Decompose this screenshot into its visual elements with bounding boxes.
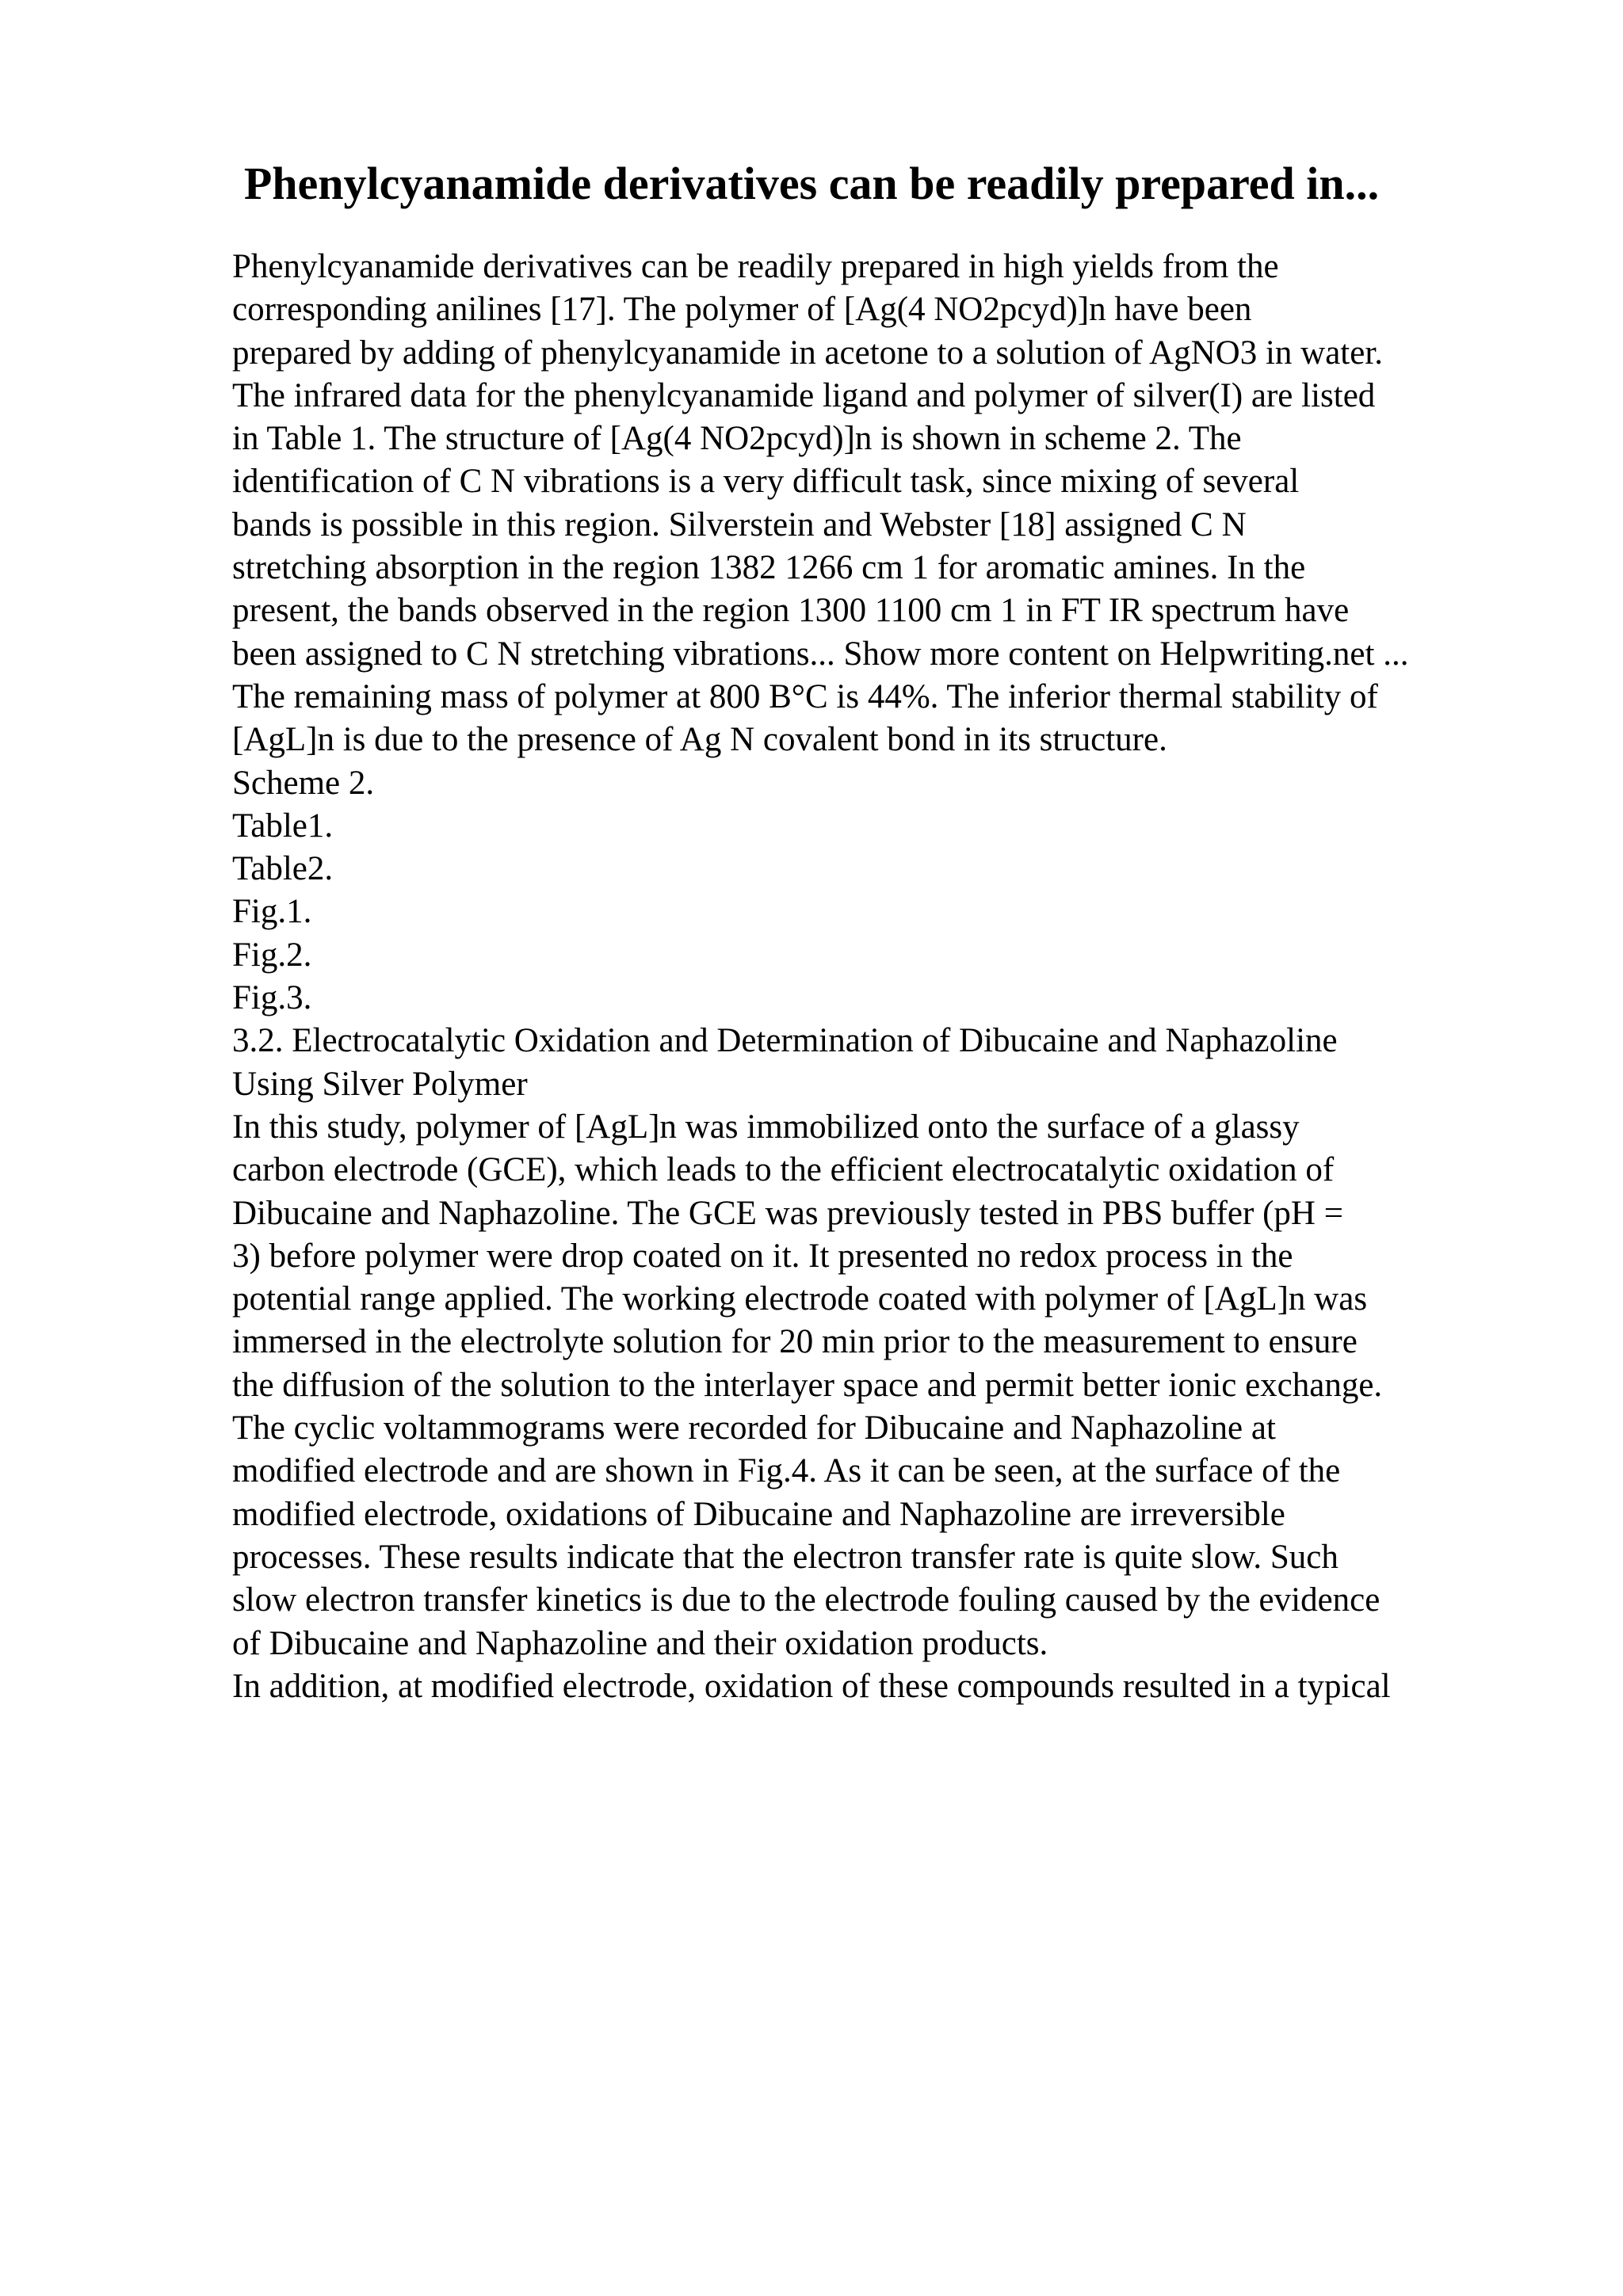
body-line-7: bands is possible in this region. Silverstein and Webster [18] assigned C N bbox=[232, 505, 1247, 543]
figure-label-3: Fig.3. bbox=[232, 979, 312, 1017]
page-title: Phenylcyanamide derivatives can be readily prepared in... bbox=[243, 158, 1380, 209]
body-line-1: Phenylcyanamide derivatives can be readily prepared in high yields from the bbox=[232, 248, 1279, 285]
body-line-32: slow electron transfer kinetics is due to the electrode fouling caused by the evidence bbox=[232, 1581, 1381, 1619]
body-line-2: corresponding anilines [17]. The polymer of [Ag(4 NO2pcyd)]n have been bbox=[232, 291, 1252, 329]
body-line-33: of Dibucaine and Naphazoline and their oxidation products. bbox=[232, 1624, 1048, 1662]
body-line-23: Dibucaine and Naphazoline. The GCE was previously tested in PBS buffer (pH = bbox=[232, 1194, 1343, 1232]
body-line-4: The infrared data for the phenylcyanamide ligand and polymer of silver(I) are listed bbox=[232, 376, 1376, 414]
body-line-34: In addition, at modified electrode, oxidation of these compounds resulted in a typical bbox=[232, 1667, 1391, 1705]
body-line-31: processes. These results indicate that the electron transfer rate is quite slow. Such bbox=[232, 1538, 1338, 1576]
body-line-21: In this study, polymer of [AgL]n was immobilized onto the surface of a glassy bbox=[232, 1108, 1300, 1146]
body-line-27: the diffusion of the solution to the interlayer space and permit better ionic exchange. bbox=[232, 1366, 1383, 1404]
body-line-12: [AgL]n is due to the presence of Ag N covalent bond in its structure. bbox=[232, 721, 1167, 759]
body-line-9: present, the bands observed in the region 1300 1100 cm 1 in FT IR spectrum have bbox=[232, 592, 1350, 630]
body-line-5: in Table 1. The structure of [Ag(4 NO2pcyd)]n is shown in scheme 2. The bbox=[232, 420, 1242, 458]
table-label-2: Table2. bbox=[232, 850, 334, 888]
body-line-29: modified electrode and are shown in Fig.4. As it can be seen, at the surface of the bbox=[232, 1452, 1341, 1490]
scheme-label: Scheme 2. bbox=[232, 764, 375, 802]
body-line-24: 3) before polymer were drop coated on it. It presented no redox process in the bbox=[232, 1237, 1293, 1275]
body-line-6: identification of C N vibrations is a very difficult task, since mixing of several bbox=[232, 463, 1300, 501]
body-line-25: potential range applied. The working electrode coated with polymer of [AgL]n was bbox=[232, 1280, 1368, 1318]
table-label-1: Table1. bbox=[232, 807, 334, 845]
body-line-11: The remaining mass of polymer at 800 B°C is 44%. The inferior thermal stability of bbox=[232, 677, 1378, 715]
body-line-22: carbon electrode (GCE), which leads to the efficient electrocatalytic oxidation of bbox=[232, 1151, 1335, 1189]
body-line-8: stretching absorption in the region 1382 1266 cm 1 for aromatic amines. In the bbox=[232, 549, 1306, 587]
body-line-30: modified electrode, oxidations of Dibucaine and Naphazoline are irreversible bbox=[232, 1495, 1285, 1533]
body-line-28: The cyclic voltammograms were recorded for Dibucaine and Naphazoline at bbox=[232, 1409, 1276, 1447]
body-line-26: immersed in the electrolyte solution for 20 min prior to the measurement to ensure bbox=[232, 1323, 1358, 1361]
section-heading-line-1: 3.2. Electrocatalytic Oxidation and Determination of Dibucaine and Naphazoline bbox=[232, 1022, 1338, 1060]
section-heading-line-2: Using Silver Polymer bbox=[232, 1065, 528, 1103]
figure-label-2: Fig.2. bbox=[232, 936, 312, 974]
figure-label-1: Fig.1. bbox=[232, 893, 312, 931]
document-body bbox=[232, 246, 1532, 1708]
body-line-10: been assigned to C N stretching vibrations... Show more content on Helpwriting.net ... bbox=[232, 635, 1409, 673]
body-line-3: prepared by adding of phenylcyanamide in acetone to a solution of AgNO3 in water. bbox=[232, 334, 1384, 372]
